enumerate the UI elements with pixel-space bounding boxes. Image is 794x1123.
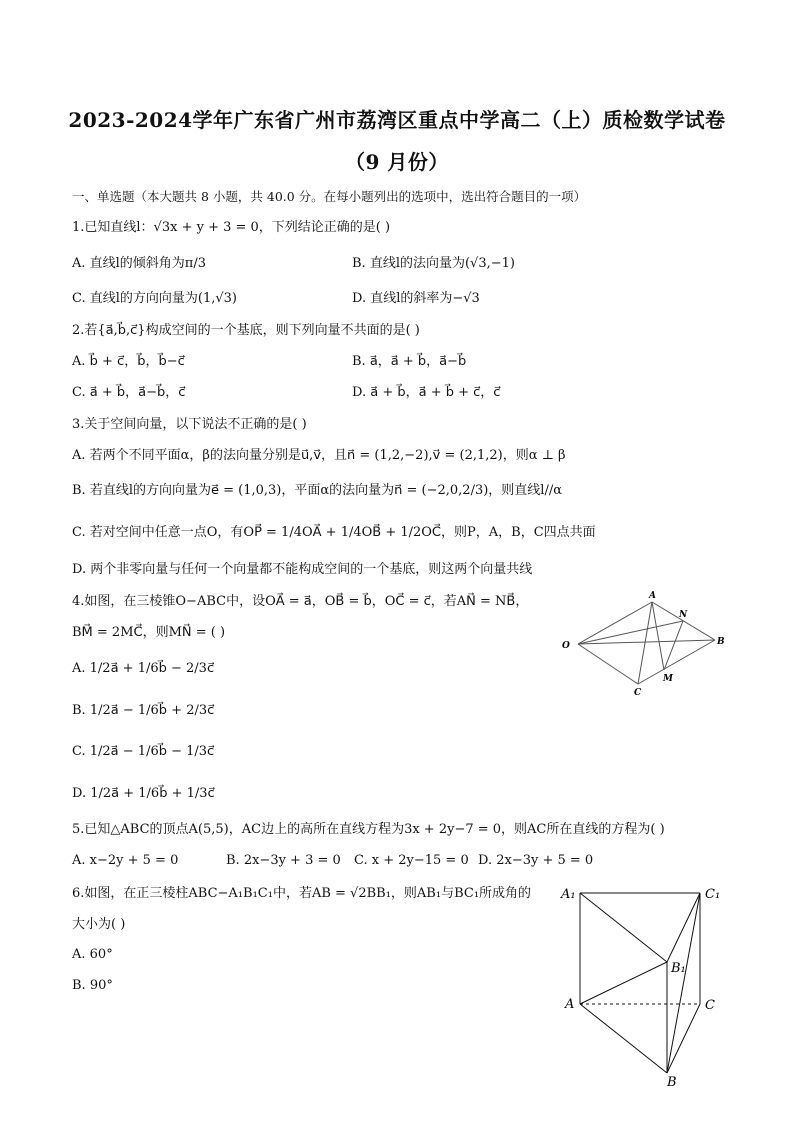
section-header: 一、单选题（本大题共 8 小题，共 40.0 分。在每小题列出的选项中，选出符合题目的一项）	[72, 189, 587, 204]
exam-subtitle: （9 月份）	[345, 150, 449, 174]
q2-option-a: A. b⃗ + c⃗，b⃗，b⃗−c⃗	[72, 354, 185, 369]
label-b1: B₁	[671, 961, 686, 976]
q2-option-b: B. a⃗，a⃗ + b⃗，a⃗−b⃗	[352, 354, 467, 369]
label-b: B	[717, 637, 725, 647]
label-a: A	[649, 591, 656, 601]
label-b: B	[667, 1075, 677, 1090]
edge-a1b1	[580, 893, 667, 962]
segment-ab1	[580, 962, 667, 1004]
label-c: C	[705, 998, 715, 1013]
edge-oa	[578, 602, 652, 644]
label-o: O	[562, 641, 570, 651]
q4-tetrahedron-figure	[560, 588, 730, 698]
q4-option-c: C. 1/2a⃗ − 1/6b⃗ − 1/3c⃗	[72, 744, 215, 759]
segment-bc1	[667, 893, 700, 1073]
segment-mn	[664, 621, 683, 670]
edge-bc	[667, 1004, 700, 1073]
q6-prism-figure	[555, 880, 735, 1090]
q3-stem: 3.关于空间向量，以下说法不正确的是( )	[72, 417, 307, 432]
q4-option-b: B. 1/2a⃗ − 1/6b⃗ + 2/3c⃗	[72, 703, 215, 718]
edge-ab	[580, 1004, 667, 1073]
q4-stem-line2: BM⃗ = 2MC⃗，则MN⃗ = ( )	[72, 625, 226, 640]
q5-stem: 5.已知△ABC的顶点A(5,5)，AC边上的高所在直线方程为3x + 2y−7 = 0，则AC所在直线的方程为( )	[72, 822, 665, 837]
edge-ac	[638, 602, 652, 684]
segment-am	[652, 602, 664, 670]
q3-option-d: D. 两个非零向量与任何一个向量都不能构成空间的一个基底，则这两个向量共线	[72, 562, 533, 577]
q6-figure-lines	[580, 893, 700, 1073]
q4-option-a: A. 1/2a⃗ + 1/6b⃗ − 2/3c⃗	[72, 661, 215, 676]
label-m: M	[663, 674, 673, 684]
q6-stem-line2: 大小为( )	[72, 917, 126, 932]
exam-title: 2023-2024学年广东省广州市荔湾区重点中学高二（上）质检数学试卷	[68, 108, 726, 132]
q3-option-c: C. 若对空间中任意一点O，有OP⃗ = 1/4OA⃗ + 1/4OB⃗ + 1/2OC⃗，则P，A，B，C四点共面	[72, 525, 596, 540]
edge-cb	[638, 640, 715, 684]
segment-on	[578, 621, 683, 644]
label-a: A	[565, 997, 575, 1012]
q2-option-c: C. a⃗ + b⃗，a⃗−b⃗，c⃗	[72, 385, 186, 400]
edge-oc	[578, 644, 638, 684]
q6-stem-line1: 6.如图，在正三棱柱ABC−A₁B₁C₁中，若AB = √2BB₁，则AB₁与BC₁所成角的	[72, 886, 532, 901]
q2-option-d: D. a⃗ + b⃗，a⃗ + b⃗ + c⃗，c⃗	[352, 385, 501, 400]
q1-stem: 1.已知直线l：√3x + y + 3 = 0，下列结论正确的是( )	[72, 220, 391, 235]
q1-option-b: B. 直线l的法向量为(√3,−1)	[352, 256, 515, 271]
q3-option-b: B. 若直线l的方向向量为e⃗ = (1,0,3)，平面α的法向量为n⃗ = (−2,0,2/3)，则直线l//α	[72, 483, 562, 498]
q5-option-a: A. x−2y + 5 = 0	[72, 853, 179, 868]
edge-ob	[578, 640, 715, 644]
q5-option-c: C. x + 2y−15 = 0	[354, 853, 469, 868]
label-c1: C₁	[705, 887, 721, 902]
q4-option-d: D. 1/2a⃗ + 1/6b⃗ + 1/3c⃗	[72, 786, 215, 801]
q1-option-a: A. 直线l的倾斜角为π/3	[72, 256, 207, 271]
q4-figure-lines	[578, 602, 715, 684]
label-a1: A₁	[561, 887, 576, 902]
q1-option-d: D. 直线l的斜率为−√3	[352, 291, 480, 306]
q1-option-c: C. 直线l的方向向量为(1,√3)	[72, 291, 238, 306]
q6-option-b: B. 90°	[72, 978, 113, 993]
q6-option-a: A. 60°	[72, 947, 113, 962]
label-n: N	[679, 610, 688, 620]
q2-stem: 2.若{a⃗,b⃗,c⃗}构成空间的一个基底，则下列向量不共面的是( )	[72, 323, 420, 338]
q5-option-d: D. 2x−3y + 5 = 0	[478, 853, 594, 868]
edge-b1c1	[667, 893, 700, 962]
q3-option-a: A. 若两个不同平面α，β的法向量分别是u⃗,v⃗，且n⃗ = (1,2,−2),v⃗ = (2,1,2)，则α ⊥ β	[72, 448, 566, 463]
label-c: C	[634, 688, 642, 698]
q5-option-b: B. 2x−3y + 3 = 0	[226, 853, 341, 868]
q4-stem-line1: 4.如图，在三棱锥O−ABC中，设OA⃗ = a⃗，OB⃗ = b⃗，OC⃗ = c⃗，若AN⃗ = NB⃗，	[72, 594, 529, 609]
edge-ab	[652, 602, 715, 640]
